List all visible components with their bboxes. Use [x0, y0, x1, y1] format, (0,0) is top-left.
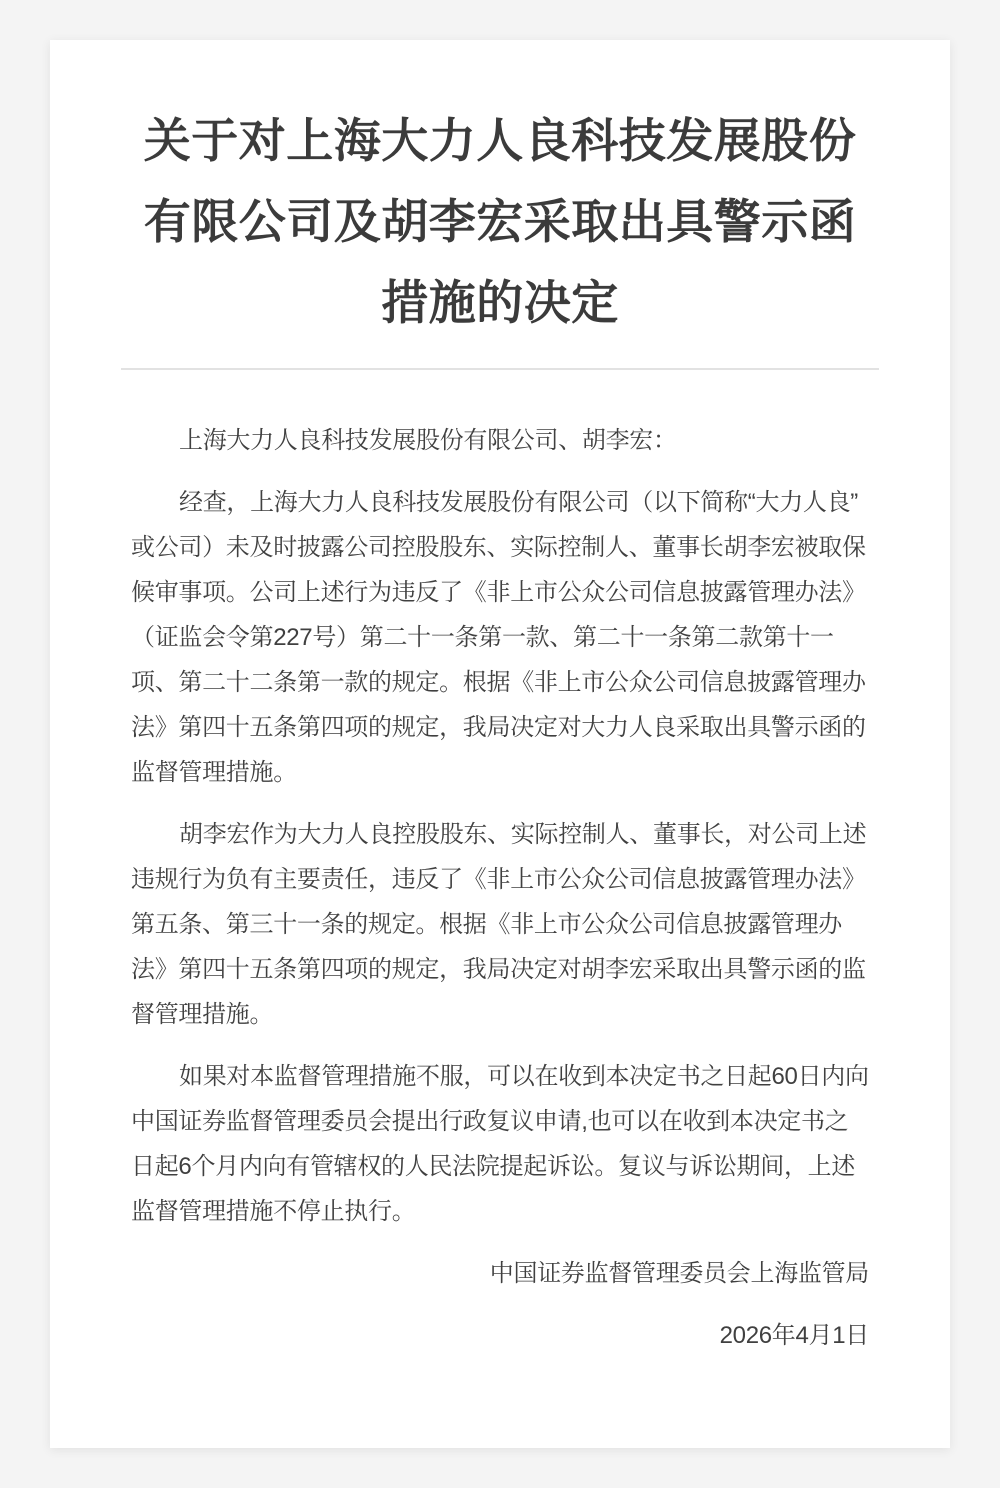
body-paragraph: 如果对本监督管理措施不服，可以在收到本决定书之日起60日内向中国证券监督管理委员会提出行政复议申请,也可以在收到本决定书之日起6个月内向有管辖权的人民法院提起诉讼。复议与诉讼期间，上述监督管理措施不停止执行。 [131, 1063, 869, 1225]
body-paragraph: 胡李宏作为大力人良控股股东、实际控制人、董事长，对公司上述违规行为负有主要责任，违反了《非上市公众公司信息披露管理办法》第五条、第三十一条的规定。根据《非上市公众公司信息披露管理办法》第四十五条第四项的规定，我局决定对胡李宏采取出具警示函的监督管理措施。 [131, 821, 867, 1028]
salutation: 上海大力人良科技发展股份有限公司、胡李宏： [179, 427, 677, 454]
document-title: 关于对上海大力人良科技发展股份有限公司及胡李宏采取出具警示函措施的决定 [143, 114, 857, 329]
body-paragraph: 经查，上海大力人良科技发展股份有限公司（以下简称“大力人良”或公司）未及时披露公司控股股东、实际控制人、董事长胡李宏被取保候审事项。公司上述行为违反了《非上市公众公司信息披露管理办法》（证监会令第227号）第二十一条第一款、第二十一条第二款第十一项、第二十二条第一款的规定。根据《非上市公众公司信息披露管理办法》第四十五条第四项的规定，我局决定对大力人良采取出具警示函的监督管理措施。 [131, 489, 866, 786]
issue-date: 2026年4月1日 [719, 1322, 869, 1349]
issuer-signature: 中国证券监督管理委员会上海监管局 [489, 1260, 869, 1287]
title-divider [121, 368, 879, 370]
document-card [50, 40, 950, 1448]
